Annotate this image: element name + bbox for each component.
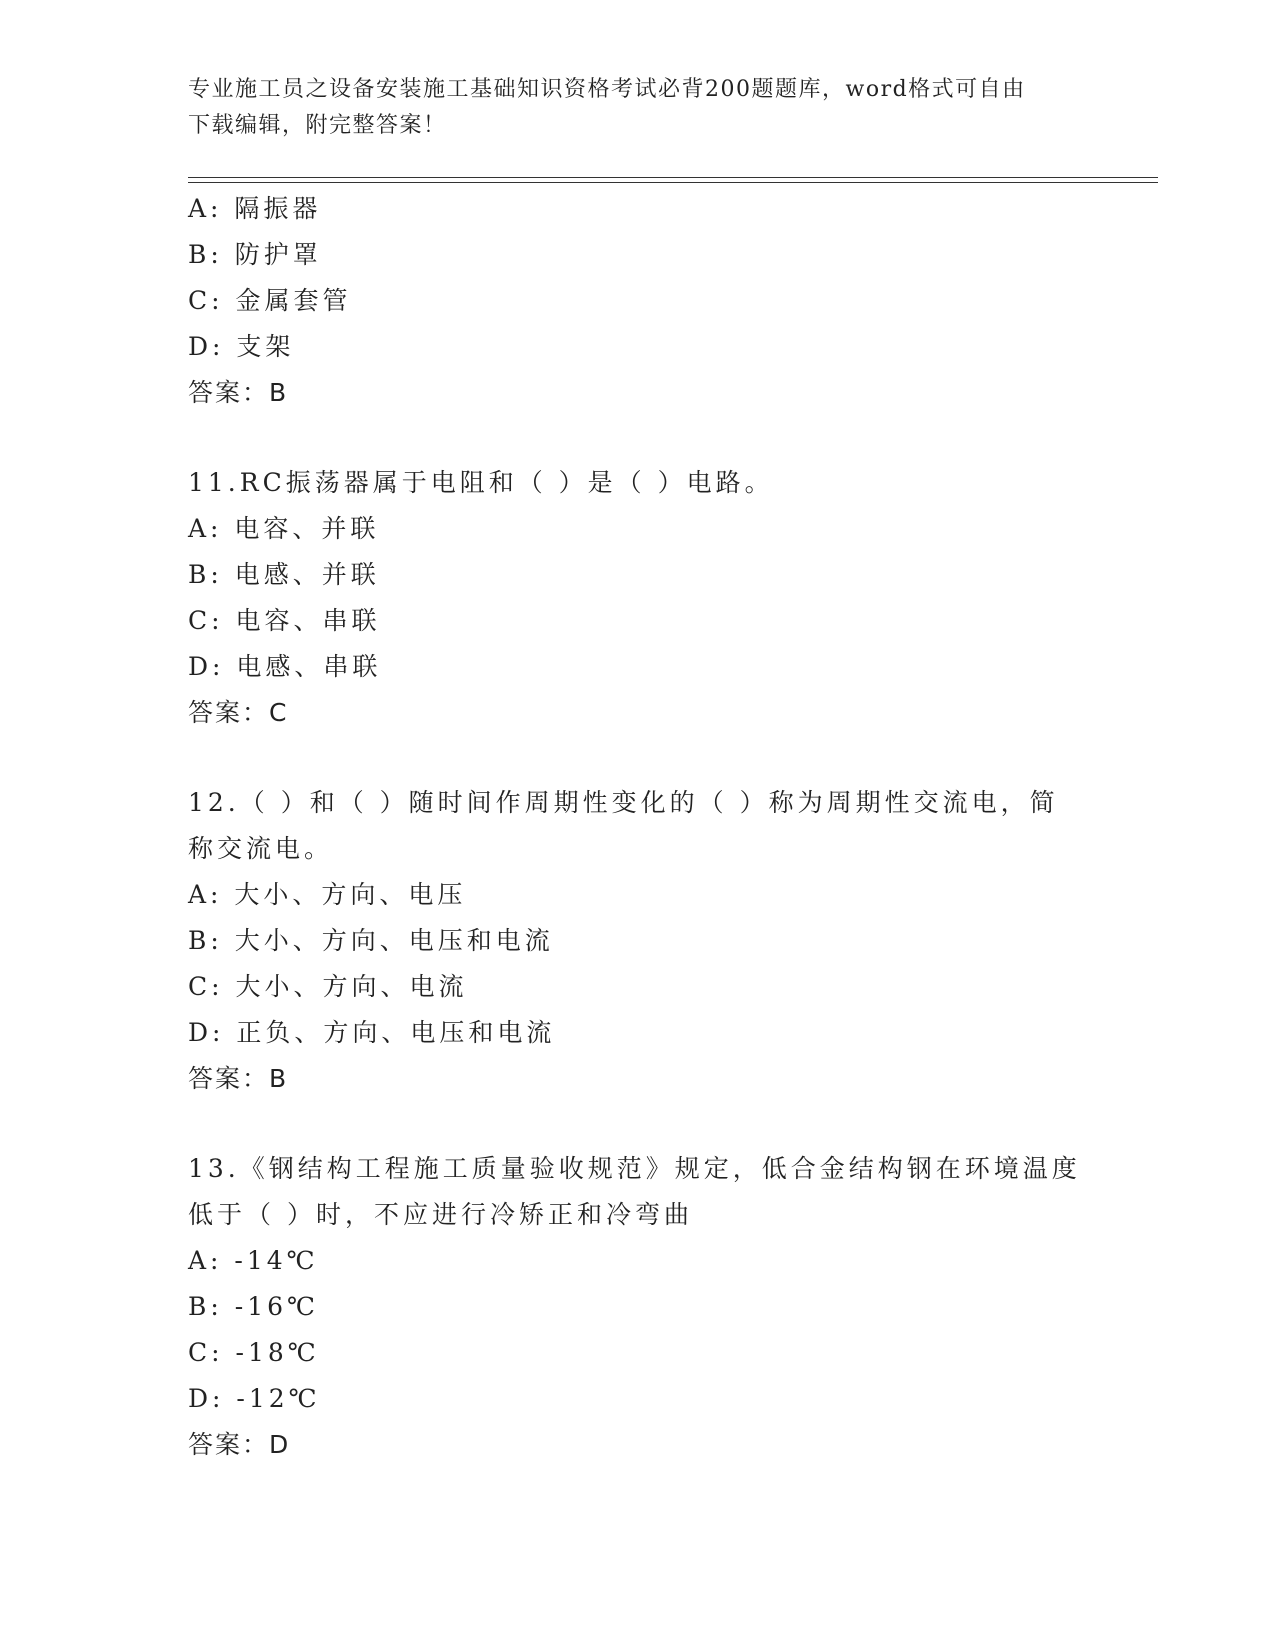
answer: 答案：B [188, 378, 289, 407]
option-d: D: 支架 [188, 332, 295, 361]
header-divider-bottom [188, 182, 1158, 183]
question-11 [188, 460, 1088, 736]
option-d: D: 电感、串联 [188, 652, 382, 681]
option-b: B: 大小、方向、电压和电流 [188, 926, 554, 955]
question-13 [188, 1146, 1088, 1468]
option-c: C: 电容、串联 [188, 606, 381, 635]
option-b: B: -16℃ [188, 1292, 319, 1321]
option-b: B: 防护罩 [188, 240, 322, 269]
header-line-1: 专业施工员之设备安装施工基础知识资格考试必背200题题库，word格式可自由 [188, 77, 1026, 102]
question-stem: 11.RC振荡器属于电阻和（ ）是（ ）电路。 [188, 468, 774, 497]
question-stem-line-1: 13.《钢结构工程施工质量验收规范》规定，低合金结构钢在环境温度 [188, 1154, 1081, 1183]
option-d: D: 正负、方向、电压和电流 [188, 1018, 556, 1047]
header-line-2: 下载编辑，附完整答案！ [188, 113, 447, 138]
option-a: A: 隔振器 [188, 194, 322, 223]
option-c: C: 金属套管 [188, 286, 352, 315]
question-stem-line-2: 低于（ ）时，不应进行冷矫正和冷弯曲 [188, 1200, 693, 1229]
answer: 答案：B [188, 1064, 289, 1093]
question-12 [188, 780, 1088, 1102]
option-b: B: 电感、并联 [188, 560, 380, 589]
option-c: C: 大小、方向、电流 [188, 972, 468, 1001]
question-stem-line-2: 称交流电。 [188, 834, 334, 863]
header-divider-top [188, 177, 1158, 178]
option-c: C: -18℃ [188, 1338, 320, 1367]
document-header [188, 72, 1068, 144]
question-10 [188, 186, 1088, 416]
answer: 答案：D [188, 1430, 291, 1459]
answer: 答案：C [188, 698, 289, 727]
option-a: A: 大小、方向、电压 [188, 880, 467, 909]
option-a: A: -14℃ [188, 1246, 319, 1275]
question-list [188, 186, 1088, 1468]
option-d: D: -12℃ [188, 1384, 321, 1413]
question-stem-line-1: 12.（ ）和（ ）随时间作周期性变化的（ ）称为周期性交流电，简 [188, 788, 1059, 817]
option-a: A: 电容、并联 [188, 514, 380, 543]
